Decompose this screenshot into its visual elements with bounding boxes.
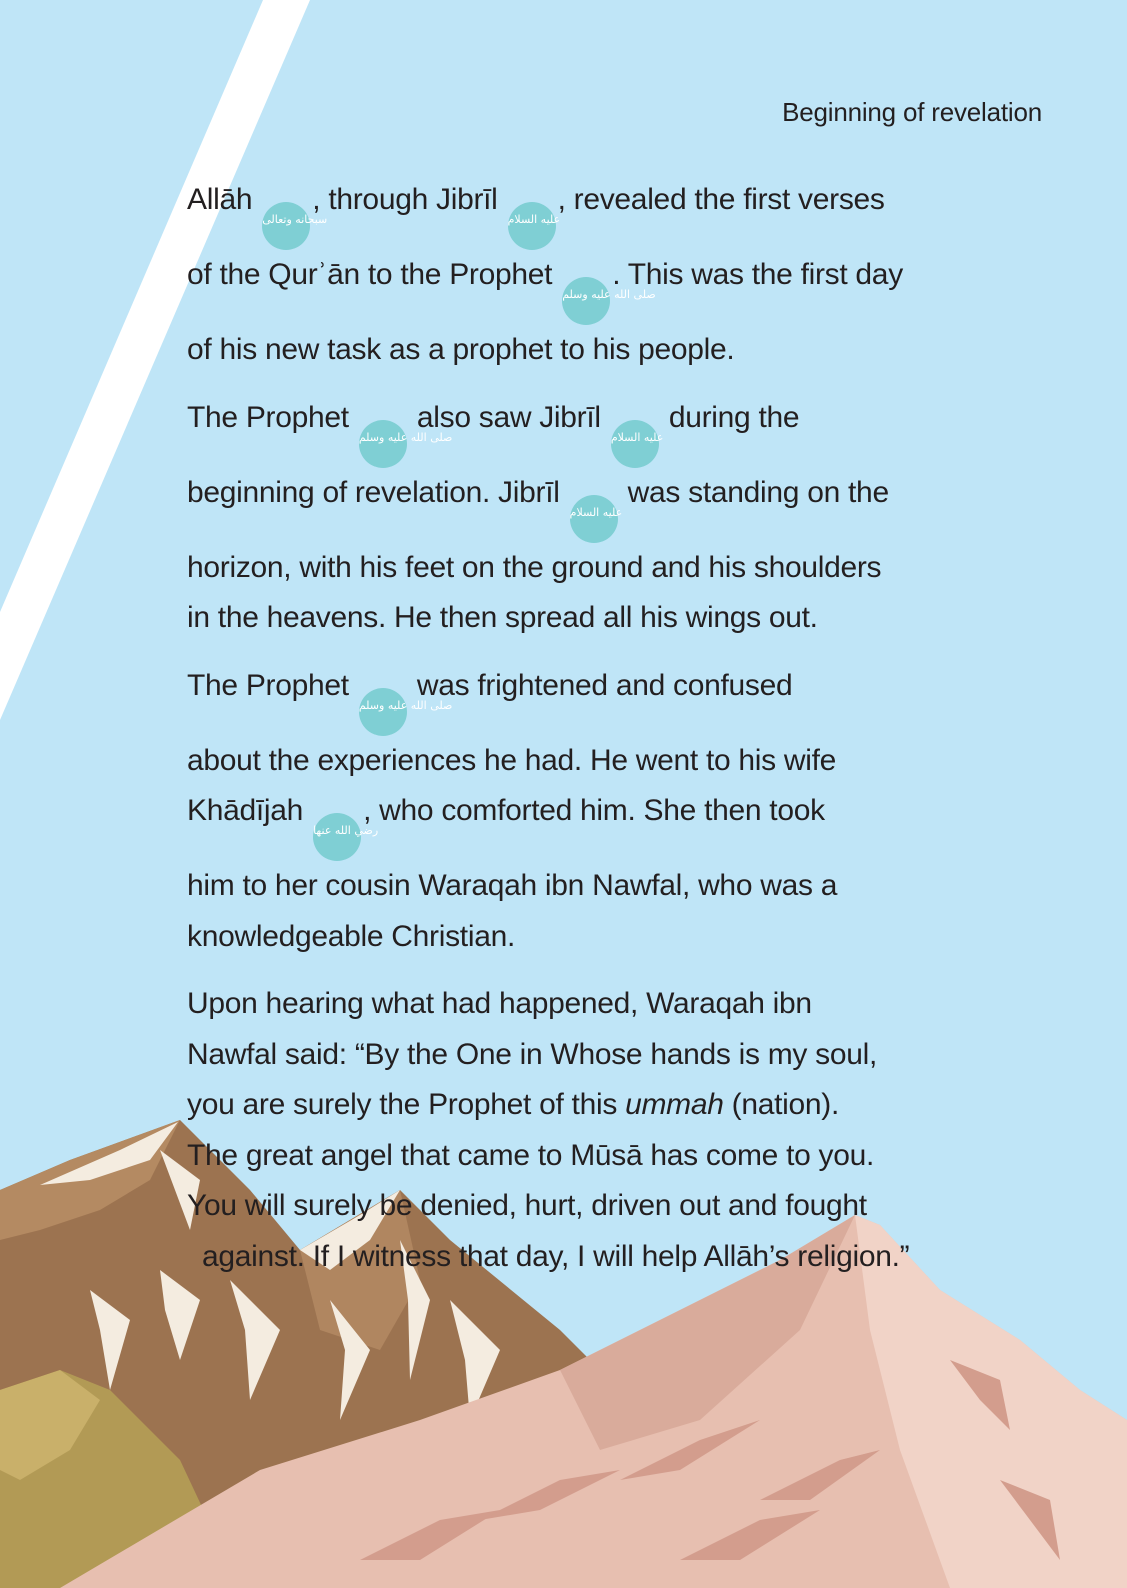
- honorific-as-icon: عليه السلام: [570, 495, 618, 543]
- honorific-as-icon: عليه السلام: [611, 420, 659, 468]
- paragraph-2: The Prophet صلى الله عليه وسلم also saw Jibrīl عليه السلام during the beginning of revelation. Jibrīl عليه السلام was standing on the horizon, with his feet on the ground and his shoulders in the heavens. He then spread all his wings out.: [187, 400, 889, 634]
- honorific-swt-icon: سبحانه وتعالى: [262, 202, 310, 250]
- honorific-saw-icon: صلى الله عليه وسلم: [359, 688, 407, 736]
- paragraph-1: Allāh سبحانه وتعالى, through Jibrīl عليه السلام, revealed the first verses of the Qurʾān to the Prophet صلى الله عليه وسلم. This was the first day of his new task as a prophet to his people.: [187, 183, 903, 366]
- honorific-saw-icon: صلى الله عليه وسلم: [562, 277, 610, 325]
- honorific-ra-icon: رضي الله عنها: [313, 813, 361, 861]
- honorific-saw-icon: صلى الله عليه وسلم: [359, 420, 407, 468]
- body-text: [187, 175, 947, 1299]
- page-header: Beginning of revelation: [782, 97, 1042, 127]
- paragraph-4: Upon hearing what had happened, Waraqah ibn Nawfal said: “By the One in Whose hands is my soul, you are surely the Prophet of this ummah (nation). The great angel that came to Mūsā has come to you. You will surely be denied, hurt, driven out and fought against. If I witness that day, I will help Allāh’s religion.”: [187, 987, 910, 1273]
- honorific-as-icon: عليه السلام: [508, 202, 556, 250]
- paragraph-3: The Prophet صلى الله عليه وسلم was frightened and confused about the experiences he had. He went to his wife Khādījah رضي الله عنها, who comforted him. She then took him to her cousin Waraqah ibn Nawfal, who was a knowledgeable Christian.: [187, 668, 838, 953]
